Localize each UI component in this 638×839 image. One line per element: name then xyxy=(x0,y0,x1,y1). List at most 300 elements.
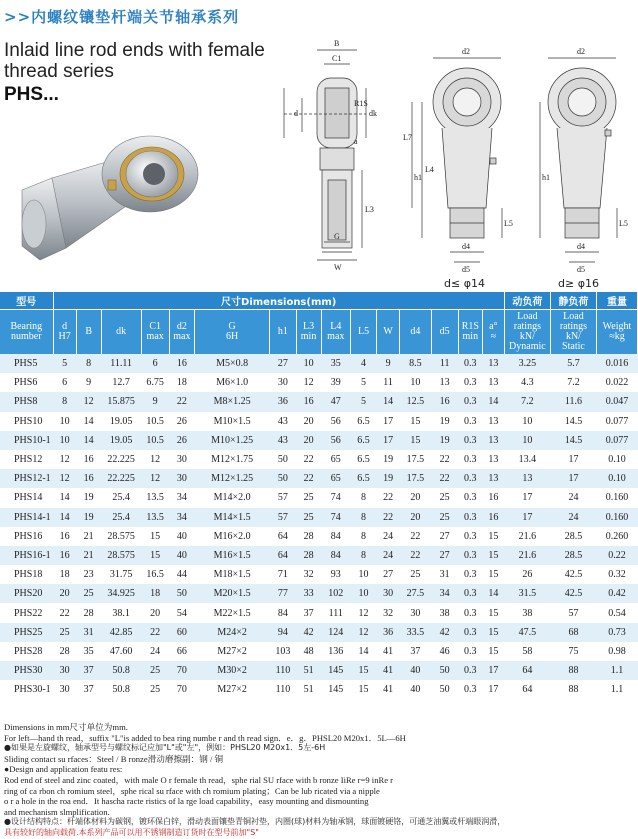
table-cell: 21.6 xyxy=(504,546,550,565)
table-cell: 30 xyxy=(377,584,400,603)
column-header-line: ≈ xyxy=(490,331,497,342)
table-cell: 22.225 xyxy=(101,469,141,488)
column-header-line: max xyxy=(327,331,345,342)
table-cell: 57 xyxy=(550,603,596,622)
table-cell: 68 xyxy=(550,623,596,642)
table-cell: 74 xyxy=(321,488,350,507)
table-cell: 6 xyxy=(141,354,169,373)
table-cell: 47 xyxy=(321,392,350,411)
table-cell: 10.5 xyxy=(141,431,169,450)
note-design-heading: ●Design and application featu res: xyxy=(4,764,123,775)
table-cell: 0.3 xyxy=(458,623,482,642)
table-cell: 21.6 xyxy=(504,527,550,546)
table-cell: 21 xyxy=(76,546,101,565)
table-row xyxy=(0,565,638,584)
table-cell: 0.42 xyxy=(596,584,637,603)
table-cell: 50 xyxy=(270,469,296,488)
table-cell: 10 xyxy=(53,431,76,450)
table-cell: 19 xyxy=(431,431,458,450)
column-header-line: ratings xyxy=(559,321,588,332)
table-cell: 30 xyxy=(169,469,194,488)
table-cell: 136 xyxy=(321,642,350,661)
table-cell: 27 xyxy=(431,546,458,565)
column-header-line: 6H xyxy=(226,331,239,342)
table-cell: M5×0.8 xyxy=(194,354,269,373)
table-cell: 10 xyxy=(296,354,321,373)
table-cell: 88 xyxy=(550,680,596,699)
table-cell: 0.3 xyxy=(458,450,482,469)
column-header xyxy=(350,310,376,355)
table-cell: 28 xyxy=(76,603,101,622)
table-cell: 14 xyxy=(482,584,504,603)
table-row xyxy=(0,584,638,603)
table-cell: 94 xyxy=(270,623,296,642)
table-cell: 1.1 xyxy=(596,680,637,699)
table-cell: 25 xyxy=(296,508,321,527)
table-cell: 28.575 xyxy=(101,527,141,546)
column-header-line: min xyxy=(462,331,479,342)
table-cell: 13 xyxy=(482,469,504,488)
label-d4-b: d4 xyxy=(577,242,585,251)
table-cell: 20 xyxy=(296,412,321,431)
table-cell: 23 xyxy=(76,565,101,584)
label-dk: dk xyxy=(369,109,377,118)
table-cell: M18×1.5 xyxy=(194,565,269,584)
table-cell: M14×2.0 xyxy=(194,488,269,507)
table-cell: 46 xyxy=(431,642,458,661)
table-cell: 16 xyxy=(431,392,458,411)
table-cell: 6.75 xyxy=(141,373,169,392)
column-header-line: ≈kg xyxy=(609,331,625,342)
column-header xyxy=(550,310,596,355)
column-header-line: C1 xyxy=(149,321,161,332)
table-cell: 40 xyxy=(400,661,431,680)
table-cell: 30 xyxy=(270,373,296,392)
bearing-number-cell: PHS10 xyxy=(0,412,53,431)
table-cell: 15.875 xyxy=(101,392,141,411)
table-cell: 15 xyxy=(141,546,169,565)
table-cell: 0.10 xyxy=(596,450,637,469)
table-cell: 13 xyxy=(482,412,504,431)
table-cell: 37 xyxy=(400,642,431,661)
table-cell: 42.5 xyxy=(550,584,596,603)
table-cell: 26 xyxy=(504,565,550,584)
table-cell: 6.5 xyxy=(350,450,376,469)
table-cell: 18 xyxy=(141,584,169,603)
column-header-line: d5 xyxy=(439,326,450,337)
table-cell: 60 xyxy=(169,623,194,642)
table-cell: M22×1.5 xyxy=(194,603,269,622)
table-cell: 14 xyxy=(350,642,376,661)
label-h1-a: h1 xyxy=(414,173,422,182)
table-cell: 31.5 xyxy=(504,584,550,603)
group-header-dimensions: 尺寸Dimensions(mm) xyxy=(53,292,504,310)
table-cell: 14 xyxy=(76,412,101,431)
label-B: B xyxy=(334,39,340,48)
table-cell: 0.32 xyxy=(596,565,637,584)
table-cell: 10 xyxy=(53,412,76,431)
table-cell: 51 xyxy=(296,661,321,680)
table-cell: 14.5 xyxy=(550,431,596,450)
table-row xyxy=(0,431,638,450)
table-cell: 33 xyxy=(296,584,321,603)
table-cell: 44 xyxy=(169,565,194,584)
table-cell: 0.3 xyxy=(458,661,482,680)
note-design-1: Rod end of steel and zinc coated，with male O r female th read，sphe rial SU rface with b ronze IiRe r=9 inRe r xyxy=(4,774,394,785)
group-header-model: 型号 xyxy=(0,292,53,310)
table-cell: 10 xyxy=(350,584,376,603)
table-cell: 22 xyxy=(431,450,458,469)
table-cell: 13 xyxy=(482,431,504,450)
table-cell: 24 xyxy=(550,508,596,527)
table-row xyxy=(0,469,638,488)
column-header-line: kN/ xyxy=(565,331,581,342)
table-cell: 18 xyxy=(53,565,76,584)
table-row xyxy=(0,373,638,392)
table-cell: 54 xyxy=(169,603,194,622)
table-cell: 64 xyxy=(504,661,550,680)
column-header-line: max xyxy=(146,331,164,342)
table-cell: 15 xyxy=(400,412,431,431)
table-cell: 75 xyxy=(550,642,596,661)
table-cell: 19 xyxy=(377,469,400,488)
table-cell: 19.05 xyxy=(101,431,141,450)
table-cell: 111 xyxy=(321,603,350,622)
table-cell: 50 xyxy=(169,584,194,603)
table-cell: 50 xyxy=(270,450,296,469)
label-d4-a: d4 xyxy=(462,242,470,251)
column-header xyxy=(169,310,194,355)
column-header-row xyxy=(0,310,638,355)
table-cell: M30×2 xyxy=(194,661,269,680)
table-cell: 10 xyxy=(350,565,376,584)
table-cell: 32 xyxy=(377,603,400,622)
table-row xyxy=(0,623,638,642)
table-row xyxy=(0,642,638,661)
note-design-4: and mechanism slmplification. xyxy=(4,806,110,817)
table-cell: 13 xyxy=(482,354,504,373)
column-header-line: Dynamic xyxy=(509,341,546,352)
table-cell: 50 xyxy=(431,680,458,699)
table-cell: 5 xyxy=(350,392,376,411)
technical-drawing xyxy=(262,30,638,290)
table-cell: 40 xyxy=(169,546,194,565)
table-cell: 7.2 xyxy=(504,392,550,411)
group-header-static: 静负荷 xyxy=(550,292,596,310)
column-header-line: W xyxy=(383,326,393,337)
table-cell: 8 xyxy=(76,354,101,373)
bearing-number-cell: PHS18 xyxy=(0,565,53,584)
table-cell: 27 xyxy=(377,565,400,584)
table-cell: 37 xyxy=(296,603,321,622)
bearing-number-cell: PHS16 xyxy=(0,527,53,546)
table-cell: 13.5 xyxy=(141,488,169,507)
table-row xyxy=(0,412,638,431)
table-cell: 57 xyxy=(270,508,296,527)
table-cell: 19 xyxy=(76,508,101,527)
table-cell: 0.3 xyxy=(458,392,482,411)
column-header-line: R1S xyxy=(461,321,479,332)
column-header-line: d2 xyxy=(176,321,187,332)
table-cell: 8 xyxy=(350,488,376,507)
table-cell: 12 xyxy=(53,469,76,488)
specification-table xyxy=(0,292,638,699)
bearing-number-cell: PHS16-1 xyxy=(0,546,53,565)
table-cell: 28.5 xyxy=(550,527,596,546)
label-L4: L4 xyxy=(425,165,434,174)
table-row xyxy=(0,546,638,565)
table-cell: 36 xyxy=(377,623,400,642)
column-header-line: number xyxy=(11,331,42,342)
table-cell: 40 xyxy=(400,680,431,699)
table-cell: 12 xyxy=(76,392,101,411)
table-cell: 25 xyxy=(400,565,431,584)
table-cell: 34 xyxy=(169,508,194,527)
table-cell: 3.25 xyxy=(504,354,550,373)
column-header-line: h1 xyxy=(277,326,288,337)
note-design-2: ring of ca rbon ch romium steel，sphe rical su rface with ch romium plating；Can be lub ricated via a nipple xyxy=(4,785,380,796)
table-cell: 13 xyxy=(482,450,504,469)
label-d2-a: d2 xyxy=(462,47,470,56)
table-cell: 43 xyxy=(270,412,296,431)
label-L5-b: L5 xyxy=(619,219,628,228)
table-cell: 12 xyxy=(53,450,76,469)
table-cell: 0.3 xyxy=(458,469,482,488)
table-cell: 56 xyxy=(321,431,350,450)
table-cell: 8.5 xyxy=(400,354,431,373)
column-header xyxy=(377,310,400,355)
table-cell: 71 xyxy=(270,565,296,584)
table-row xyxy=(0,603,638,622)
table-cell: 124 xyxy=(321,623,350,642)
table-cell: 20 xyxy=(400,488,431,507)
table-cell: 13.5 xyxy=(141,508,169,527)
table-cell: 30 xyxy=(53,661,76,680)
table-row xyxy=(0,392,638,411)
table-cell: 16 xyxy=(296,392,321,411)
table-cell: 84 xyxy=(270,603,296,622)
table-cell: 27.5 xyxy=(400,584,431,603)
table-cell: 0.016 xyxy=(596,354,637,373)
table-cell: 17 xyxy=(482,661,504,680)
bearing-number-cell: PHS14 xyxy=(0,488,53,507)
table-cell: 58 xyxy=(504,642,550,661)
table-cell: 24 xyxy=(141,642,169,661)
table-cell: 0.077 xyxy=(596,431,637,450)
table-cell: 28.575 xyxy=(101,546,141,565)
table-cell: 30 xyxy=(400,603,431,622)
table-cell: 64 xyxy=(270,527,296,546)
table-row xyxy=(0,680,638,699)
table-cell: 11 xyxy=(431,354,458,373)
note-design-cn: ●设计结构特点：杆端体材料为碳钢，镀环保白锌，滑动表面镶垫青铜衬垫，内圈(球)材料为轴承钢，球面镀硬铬，可通芝油翼或杆端眼润滑， xyxy=(4,817,506,827)
table-cell: 6.5 xyxy=(350,469,376,488)
table-cell: 65 xyxy=(321,469,350,488)
note-sliding-surfaces: Sliding contact su rfaces：Steel / B ronze滑动磨擦副：钢 / 铜 xyxy=(4,753,224,764)
table-cell: 0.077 xyxy=(596,412,637,431)
table-cell: 19 xyxy=(377,450,400,469)
table-cell: M27×2 xyxy=(194,680,269,699)
label-h1-b: h1 xyxy=(542,173,550,182)
table-cell: 50.8 xyxy=(101,680,141,699)
table-cell: 38 xyxy=(431,603,458,622)
table-cell: 0.3 xyxy=(458,488,482,507)
table-cell: 66 xyxy=(169,642,194,661)
bearing-number-cell: PHS12 xyxy=(0,450,53,469)
bearing-number-cell: PHS25 xyxy=(0,623,53,642)
table-cell: 14 xyxy=(53,508,76,527)
table-cell: 15 xyxy=(141,527,169,546)
table-cell: 0.73 xyxy=(596,623,637,642)
table-cell: 0.3 xyxy=(458,584,482,603)
table-cell: 20 xyxy=(400,508,431,527)
table-body xyxy=(0,354,638,699)
column-header xyxy=(76,310,101,355)
bearing-number-cell: PHS20 xyxy=(0,584,53,603)
table-cell: 8 xyxy=(350,508,376,527)
table-cell: 31 xyxy=(431,565,458,584)
group-header-dynamic: 动负荷 xyxy=(504,292,550,310)
column-header-line: dk xyxy=(116,326,127,337)
table-cell: 22 xyxy=(141,623,169,642)
table-row xyxy=(0,450,638,469)
table-cell: 10 xyxy=(504,431,550,450)
table-cell: 25 xyxy=(296,488,321,507)
table-cell: 13 xyxy=(504,469,550,488)
table-cell: 5 xyxy=(350,373,376,392)
table-cell: 0.047 xyxy=(596,392,637,411)
table-cell: 64 xyxy=(504,680,550,699)
table-cell: 9 xyxy=(377,354,400,373)
note-design-3: o r a hole in the roa end．It hascha racte ristics of la rge load capability，easy mounting and dismounting xyxy=(4,796,369,807)
table-cell: 14 xyxy=(482,392,504,411)
table-cell: 12 xyxy=(296,373,321,392)
label-G: G xyxy=(334,232,340,241)
table-cell: 70 xyxy=(169,680,194,699)
table-cell: 35 xyxy=(321,354,350,373)
table-cell: 22 xyxy=(400,546,431,565)
table-cell: 65 xyxy=(321,450,350,469)
table-cell: 0.22 xyxy=(596,546,637,565)
table-cell: 22.225 xyxy=(101,450,141,469)
table-cell: 12 xyxy=(350,603,376,622)
table-cell: 20 xyxy=(296,431,321,450)
column-header xyxy=(296,310,321,355)
table-cell: 12.5 xyxy=(400,392,431,411)
table-cell: M12×1.75 xyxy=(194,450,269,469)
bearing-number-cell: PHS30-1 xyxy=(0,680,53,699)
table-cell: 17 xyxy=(377,412,400,431)
table-cell: 22 xyxy=(400,527,431,546)
note-stainless-cn: 具有较好的轴向载荷.本系列产品可以用不锈钢制造订货时在型号前加"S" xyxy=(4,827,259,837)
column-header-line: L5 xyxy=(357,326,370,337)
label-a: a xyxy=(354,137,358,146)
table-cell: 50.8 xyxy=(101,661,141,680)
table-cell: 15 xyxy=(350,680,376,699)
table-cell: 15 xyxy=(350,661,376,680)
table-cell: 13 xyxy=(431,373,458,392)
column-header xyxy=(101,310,141,355)
column-header-line: L4 xyxy=(330,321,342,332)
table-cell: 0.3 xyxy=(458,412,482,431)
table-cell: 34 xyxy=(169,488,194,507)
table-cell: 16 xyxy=(53,546,76,565)
label-L3: L3 xyxy=(365,205,374,214)
table-cell: 48 xyxy=(296,642,321,661)
table-cell: 14 xyxy=(377,392,400,411)
table-cell: 42.85 xyxy=(101,623,141,642)
table-cell: 0.3 xyxy=(458,354,482,373)
table-cell: 16 xyxy=(76,450,101,469)
column-header xyxy=(431,310,458,355)
table-cell: 0.160 xyxy=(596,508,637,527)
label-d5-a: d5 xyxy=(462,265,470,274)
bearing-number-cell: PHS8 xyxy=(0,392,53,411)
table-cell: 15 xyxy=(400,431,431,450)
note-left-hand-cn: ●如果是左旋螺纹，轴承型号与螺纹标记应加"L"或"左"，例如：PHSL20 M20x1．5左-6H xyxy=(4,743,326,753)
table-cell: 27 xyxy=(431,527,458,546)
table-cell: 25 xyxy=(141,661,169,680)
table-cell: 25 xyxy=(431,488,458,507)
column-header-line: Load xyxy=(563,311,584,322)
column-header xyxy=(400,310,431,355)
table-cell: 10 xyxy=(504,412,550,431)
column-header-line: ratings xyxy=(513,321,541,332)
label-L5-a: L5 xyxy=(504,219,513,228)
table-cell: 56 xyxy=(321,412,350,431)
table-cell: 17.5 xyxy=(400,469,431,488)
table-cell: 64 xyxy=(270,546,296,565)
column-header xyxy=(270,310,296,355)
table-cell: 5 xyxy=(53,354,76,373)
table-cell: 42 xyxy=(296,623,321,642)
column-header-line: d4 xyxy=(410,326,421,337)
table-cell: 74 xyxy=(321,508,350,527)
table-cell: 25 xyxy=(53,623,76,642)
table-cell: 22 xyxy=(377,488,400,507)
table-cell: 31 xyxy=(76,623,101,642)
table-cell: 41 xyxy=(377,680,400,699)
table-cell: 14 xyxy=(53,488,76,507)
table-cell: 36 xyxy=(270,392,296,411)
table-row xyxy=(0,527,638,546)
table-cell: 32 xyxy=(296,565,321,584)
table-cell: 38 xyxy=(504,603,550,622)
table-cell: 21 xyxy=(76,527,101,546)
table-cell: 22 xyxy=(169,392,194,411)
column-header-line: min xyxy=(300,331,317,342)
product-photo xyxy=(0,118,262,278)
table-cell: M16×1.5 xyxy=(194,546,269,565)
table-cell: 11.6 xyxy=(550,392,596,411)
table-cell: 24 xyxy=(377,527,400,546)
column-header-line: Bearing xyxy=(10,321,43,332)
notes-section xyxy=(4,722,636,839)
table-cell: 70 xyxy=(169,661,194,680)
column-header-line: d xyxy=(62,321,68,332)
column-header xyxy=(321,310,350,355)
column-header xyxy=(194,310,269,355)
table-cell: 28 xyxy=(296,546,321,565)
table-cell: 6 xyxy=(53,373,76,392)
table-cell: 50 xyxy=(431,661,458,680)
table-cell: M20×1.5 xyxy=(194,584,269,603)
table-cell: 17 xyxy=(550,469,596,488)
table-cell: 16 xyxy=(482,488,504,507)
table-cell: 25 xyxy=(431,508,458,527)
table-row xyxy=(0,508,638,527)
label-L7: L7 xyxy=(403,133,412,142)
